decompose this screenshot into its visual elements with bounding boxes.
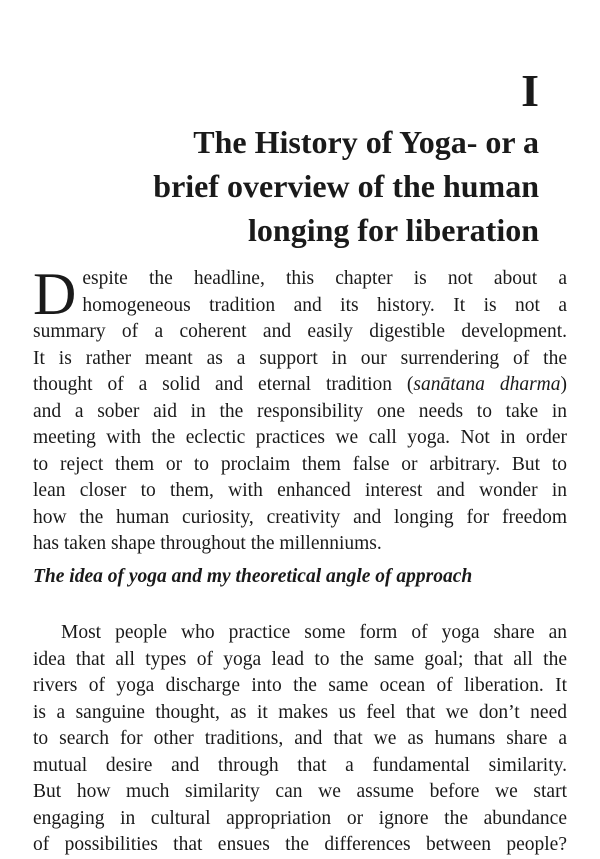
- paragraph-line: espite the headline, this chapter is not about a: [82, 268, 567, 289]
- paragraph-line: to search for other traditions, and that we as humans share a: [33, 728, 567, 749]
- line-text: thought of a solid and eternal tradition (: [33, 374, 414, 395]
- paragraph-line: to reject them or to proclaim them false or arbitrary. But to: [33, 453, 567, 475]
- paragraph-line: meeting with the eclectic practices we call yoga. Not in order: [33, 427, 567, 448]
- sanskrit-term: sanātana dharma: [413, 374, 561, 395]
- chapter-title: [69, 120, 539, 252]
- intro-paragraph: [33, 261, 567, 558]
- paragraph-line: [33, 372, 567, 399]
- paragraph-line: lean closer to them, with enhanced interest and wonder in: [33, 480, 567, 501]
- paragraph-line: But how much similarity can we assume before we start: [33, 781, 567, 802]
- paragraph-line: engaging in cultural appropriation or ignore the abundance: [33, 807, 567, 829]
- paragraph-line: It is rather meant as a support in our surrendering of the: [33, 347, 567, 369]
- chapter-title-line: The History of Yoga- or a: [193, 124, 539, 160]
- paragraph-line: mutual desire and through that a fundamental similarity.: [33, 754, 567, 776]
- drop-cap: D: [33, 261, 77, 327]
- paragraph-line: homogeneous tradition and its history. It is not a: [82, 294, 567, 316]
- paragraph-line: is a sanguine thought, as it makes us feel that we don’t need: [33, 701, 567, 723]
- paragraph-line: Most people who practice some form of yoga share an: [61, 622, 567, 643]
- section-paragraph: [33, 620, 567, 859]
- paragraph-line: idea that all types of yoga lead to the same goal; that all the: [33, 648, 567, 670]
- chapter-title-line: brief overview of the human: [153, 168, 539, 204]
- line-text: ): [560, 374, 567, 395]
- paragraph-line: rivers of yoga discharge into the same ocean of liberation. It: [33, 675, 567, 696]
- chapter-number: I: [521, 65, 539, 116]
- paragraph-line: how the human curiosity, creativity and longing for freedom: [33, 506, 567, 528]
- paragraph-line: summary of a coherent and easily digestible development.: [33, 321, 567, 342]
- chapter-title-line: longing for liberation: [248, 212, 539, 248]
- section-subheading: The idea of yoga and my theoretical angle of approach: [33, 566, 473, 587]
- paragraph-line: of possibilities that ensues the differences between people?: [33, 834, 567, 855]
- paragraph-line: has taken shape throughout the millenniums.: [33, 533, 382, 554]
- paragraph-line: and a sober aid in the responsibility one needs to take in: [33, 400, 567, 422]
